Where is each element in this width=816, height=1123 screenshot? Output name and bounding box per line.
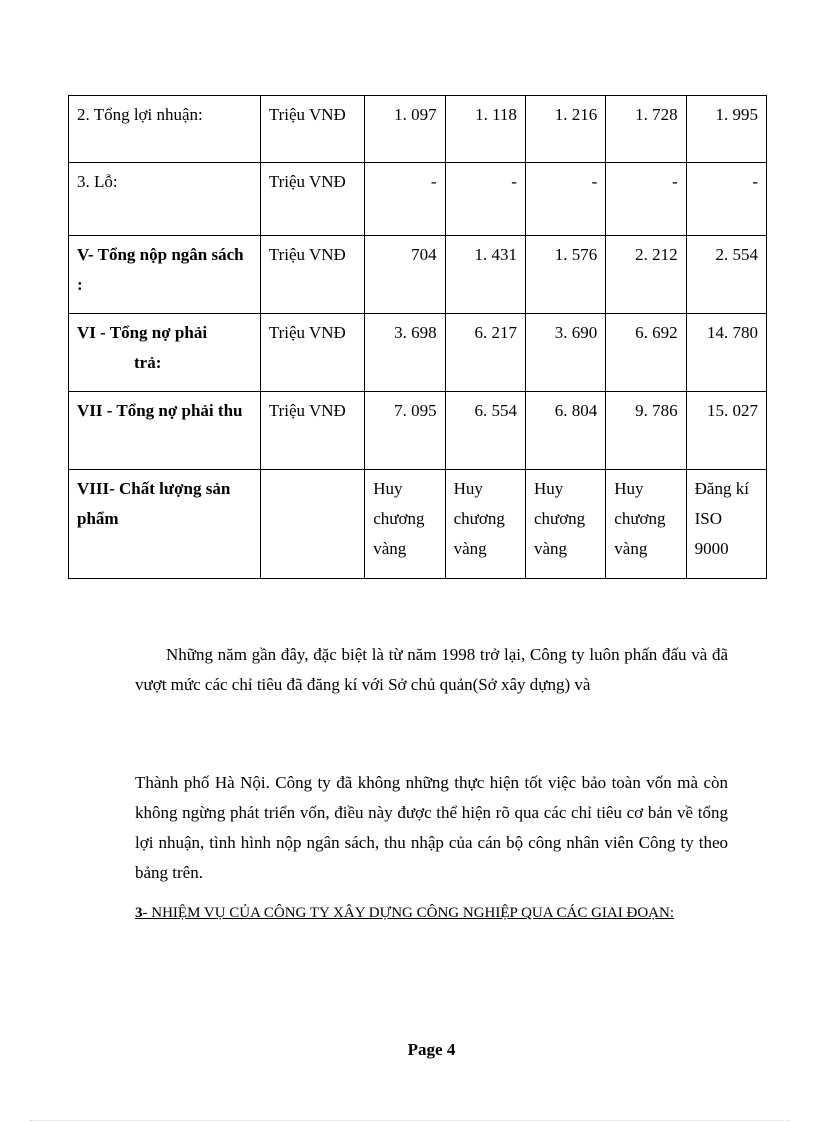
value-cell: - bbox=[365, 163, 445, 236]
page-divider bbox=[30, 1120, 790, 1121]
value-cell: 6. 692 bbox=[606, 314, 686, 392]
financial-table bbox=[68, 95, 767, 579]
value-cell: 6. 217 bbox=[445, 314, 525, 392]
value-cell: 6. 554 bbox=[445, 392, 525, 470]
row-label: VII - Tổng nợ phải thu bbox=[69, 392, 261, 470]
body-paragraph: Thành phố Hà Nội. Công ty đã không những thực hiện tốt việc bảo toàn vốn mà còn không ngừng phát triển vốn, điều này được thể hiện rõ qua các chỉ tiêu cơ bản về tổng lợi nhuận, tình hình nộp ngân sách, thu nhập của cán bộ công nhân viên Công ty theo bảng trên. bbox=[135, 773, 728, 882]
unit-cell bbox=[260, 470, 364, 579]
value-cell: - bbox=[525, 163, 605, 236]
unit-cell: Triệu VNĐ bbox=[260, 314, 364, 392]
section-title: - NHIỆM VỤ CỦA CÔNG TY XÂY DỰNG CÔNG NGHIỆP QUA CÁC GIAI ĐOẠN: bbox=[142, 905, 674, 921]
value-cell: Đăng kí ISO 9000 bbox=[686, 470, 766, 579]
value-cell: 1. 576 bbox=[525, 236, 605, 314]
table-row bbox=[69, 96, 767, 163]
value-cell: - bbox=[686, 163, 766, 236]
row-label: 2. Tổng lợi nhuận: bbox=[69, 96, 261, 163]
table-row bbox=[69, 470, 767, 579]
value-cell: 2. 554 bbox=[686, 236, 766, 314]
value-cell: 1. 728 bbox=[606, 96, 686, 163]
row-label: 3. Lỗ: bbox=[69, 163, 261, 236]
value-cell: 1. 995 bbox=[686, 96, 766, 163]
value-cell: - bbox=[606, 163, 686, 236]
value-cell: 14. 780 bbox=[686, 314, 766, 392]
table-row bbox=[69, 392, 767, 470]
value-cell: 704 bbox=[365, 236, 445, 314]
unit-cell: Triệu VNĐ bbox=[260, 236, 364, 314]
table-row bbox=[69, 236, 767, 314]
value-cell: 1. 097 bbox=[365, 96, 445, 163]
value-cell: - bbox=[445, 163, 525, 236]
value-cell: 7. 095 bbox=[365, 392, 445, 470]
value-cell: 3. 690 bbox=[525, 314, 605, 392]
unit-cell: Triệu VNĐ bbox=[260, 163, 364, 236]
value-cell: 2. 212 bbox=[606, 236, 686, 314]
body-paragraph: Những năm gần đây, đặc biệt là từ năm 1998 trở lại, Công ty luôn phấn đấu và đã vượt mức các chỉ tiêu đã đăng kí với Sở chủ quản(Sở xây dựng) và bbox=[135, 645, 728, 694]
value-cell: 1. 431 bbox=[445, 236, 525, 314]
value-cell: 15. 027 bbox=[686, 392, 766, 470]
value-cell: 1. 216 bbox=[525, 96, 605, 163]
value-cell: Huy chương vàng bbox=[365, 470, 445, 579]
row-label: V- Tổng nộp ngân sách : bbox=[69, 236, 261, 314]
page-number: Page 4 bbox=[407, 1040, 456, 1059]
row-label bbox=[69, 314, 261, 392]
value-cell: 6. 804 bbox=[525, 392, 605, 470]
unit-cell: Triệu VNĐ bbox=[260, 392, 364, 470]
row-label: VIII- Chất lượng sản phẩm bbox=[69, 470, 261, 579]
table-row bbox=[69, 163, 767, 236]
value-cell: 3. 698 bbox=[365, 314, 445, 392]
value-cell: 9. 786 bbox=[606, 392, 686, 470]
value-cell: 1. 118 bbox=[445, 96, 525, 163]
section-heading bbox=[135, 899, 735, 927]
row-label-line1: VI - Tổng nợ phải bbox=[77, 323, 208, 342]
section-number: 3 bbox=[135, 905, 143, 921]
value-cell: Huy chương vàng bbox=[525, 470, 605, 579]
value-cell: Huy chương vàng bbox=[445, 470, 525, 579]
value-cell: Huy chương vàng bbox=[606, 470, 686, 579]
row-label-line2: trả: bbox=[134, 353, 162, 372]
table-row bbox=[69, 314, 767, 392]
unit-cell: Triệu VNĐ bbox=[260, 96, 364, 163]
